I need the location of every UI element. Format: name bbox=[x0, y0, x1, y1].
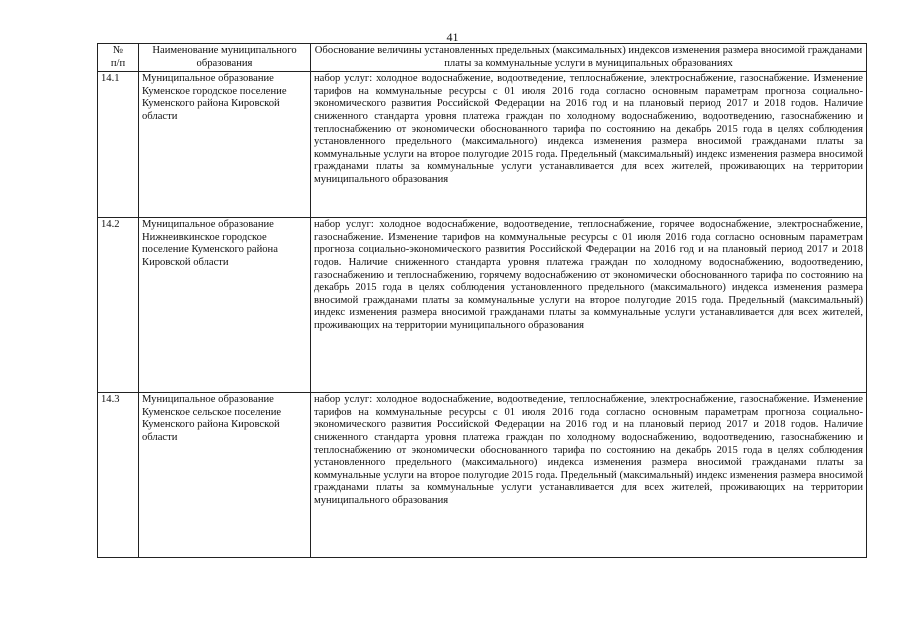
row-justification: набор услуг: холодное водоснабжение, водоотведение, теплоснабжение, горячее водоснабжение, электроснабжение, газоснабжение. Изменение тарифов на коммунальные ресурсы с 01 июля 2016 года согласно основным параметрам прогноза социально-экономического развития Российской Федерации на 2016 год и на плановый период 2017 и 2018 годов. Наличие сниженного стандарта уровня платежа граждан по холодному водоснабжению, водоотведению, газоснабжению и теплоснабжению, горячему водоснабжению от экономически обоснованного тарифа по состоянию на декабрь 2015 года в целях соблюдения установленного предельного (максимального) индекса изменения размера вносимой гражданами платы за коммунальные услуги на второе полугодие 2015 года. Предельный (максимальный) индекс изменения размера вносимой гражданами платы за коммунальные услуги устанавливается для всех жителей, проживающих на территории муниципального образования bbox=[311, 218, 867, 393]
table-row bbox=[98, 72, 867, 218]
row-number: 14.2 bbox=[98, 218, 139, 393]
row-justification: набор услуг: холодное водоснабжение, водоотведение, теплоснабжение, электроснабжение, газоснабжение. Изменение тарифов на коммунальные ресурсы с 01 июля 2016 года согласно основным параметрам прогноза социально-экономического развития Российской Федерации на 2016 год и на плановый период 2017 и 2018 годов. Наличие сниженного стандарта уровня платежа граждан по холодному водоснабжению, водоотведению, газоснабжению и теплоснабжению от экономически обоснованного тарифа по состоянию на декабрь 2015 года в целях соблюдения установленного предельного (максимального) индекса изменения размера вносимой гражданами платы за коммунальные услуги на второе полугодие 2015 года. Предельный (максимальный) индекс изменения размера вносимой гражданами платы за коммунальные услуги устанавливается для всех жителей, проживающих на территории муниципального образования bbox=[311, 393, 867, 558]
header-municipality: Наименование муниципального образования bbox=[139, 44, 311, 72]
row-municipality: Муниципальное образование Нижнеивкинское городское поселение Куменского района Кировской области bbox=[139, 218, 311, 393]
tariff-table bbox=[97, 43, 867, 558]
row-justification: набор услуг: холодное водоснабжение, водоотведение, теплоснабжение, электроснабжение, газоснабжение. Изменение тарифов на коммунальные ресурсы с 01 июля 2016 года согласно основным параметрам прогноза социально-экономического развития Российской Федерации на 2016 год и на плановый период 2017 и 2018 годов. Наличие сниженного стандарта уровня платежа граждан по холодному водоснабжению, водоотведению, газоснабжению и теплоснабжению от экономически обоснованного тарифа по состоянию на декабрь 2015 года в целях соблюдения установленного предельного (максимального) индекса изменения размера вносимой гражданами платы за коммунальные услуги на второе полугодие 2015 года. Предельный (максимальный) индекс изменения размера вносимой гражданами платы за коммунальные услуги устанавливается для всех жителей, проживающих на территории муниципального образования bbox=[311, 72, 867, 218]
row-number: 14.1 bbox=[98, 72, 139, 218]
row-municipality: Муниципальное образование Куменское сельское поселение Куменского района Кировской области bbox=[139, 393, 311, 558]
header-justification: Обоснование величины установленных предельных (максимальных) индексов изменения размера вносимой гражданами платы за коммунальные услуги в муниципальных образованиях bbox=[311, 44, 867, 72]
table-row bbox=[98, 393, 867, 558]
header-number: № п/п bbox=[98, 44, 139, 72]
row-municipality: Муниципальное образование Куменское городское поселение Куменского района Кировской области bbox=[139, 72, 311, 218]
table-row bbox=[98, 218, 867, 393]
row-number: 14.3 bbox=[98, 393, 139, 558]
table-header-row bbox=[98, 44, 867, 72]
page-number: 41 bbox=[446, 30, 459, 44]
